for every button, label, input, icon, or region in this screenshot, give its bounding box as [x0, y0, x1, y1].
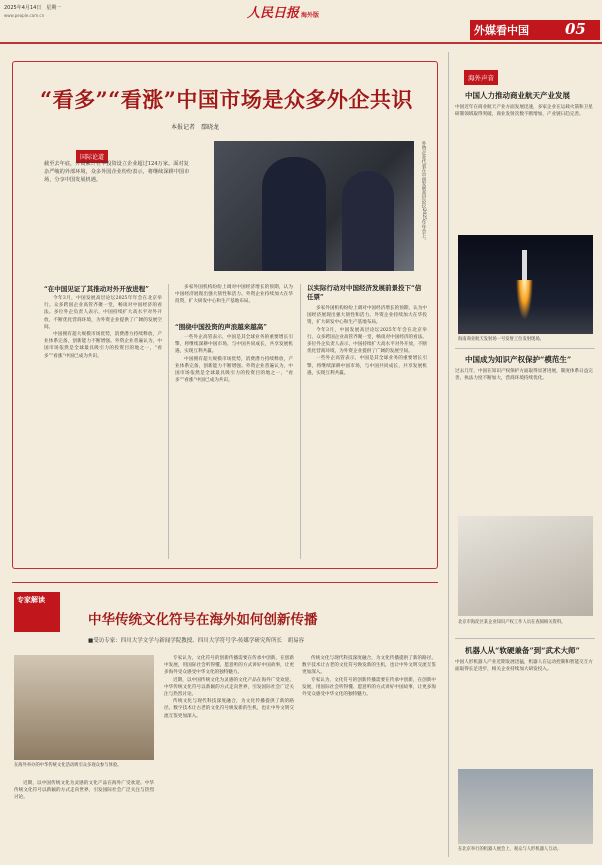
- subhead-3: 以实际行动对中国经济发展前景投下“信任票”: [307, 284, 422, 301]
- bottom-photo-caption: 在海外举办的中华传统文化活动吸引众多观众参与体验。: [14, 763, 122, 768]
- bottom-headline: 中华传统文化符号在海外如何创新传播: [88, 612, 318, 628]
- main-headline: “看多”“看涨”中国市场是众多外企共识: [40, 87, 413, 112]
- robot-photo: [458, 769, 593, 844]
- main-body-col-1: 今年3月，中国发展高层论坛2025年年会在北京举行。众多跨国企业高管齐聚一堂，畅谈对中国经济的看法。多位外企负责人表示，中国持续扩大高水平对外开放，不断优化营商环境，为外资企业提供了广阔的发展空间。 中国拥有超大规模市场优势，消费潜力持续释放，产业体系完备，创新能力不断增强。外资企业普遍认为，中国市场依然是全球最具吸引力的投资目的地之一，“看多”“看涨”中国已成为共识。: [44, 296, 162, 359]
- main-photo: [214, 141, 414, 271]
- subhead-2: “围绕中国投资的声浪越来越高”: [175, 323, 267, 331]
- rocket-flame: [516, 280, 533, 320]
- subhead-1: “在中国见证了其推动对外开放进程”: [44, 285, 149, 293]
- ip-office-photo: [458, 516, 593, 616]
- page-header: [0, 0, 602, 44]
- right-item3-title: 机器人从“软硬兼备”到“武术大师”: [465, 646, 580, 655]
- right-item1-title: 中国人力推动商业航天产业发展: [465, 91, 570, 100]
- bottom-body-col-3: 传统文化与现代科技深度融合，为文化传播提供了新的路径。数字技术让古老的文化符号焕发新的生机，也让中外文明交流互鉴更加深入。 专家认为，文化符号的创新传播需要在传承中创新，在创新中发展，用国际社会听得懂、愿意听的方式讲好中国故事，让更多海外受众感受中华文化的独特魅力。: [302, 656, 436, 698]
- bottom-subtitle: ■受访专家：四川大学文学与新闻学院教授、四川大学符号学-传媒学研究所所长 胡易容: [88, 638, 305, 644]
- issue-date: 2025年4月14日 星期一: [4, 5, 62, 11]
- right-item2-title: 中国成为知识产权保护“模范生”: [465, 355, 572, 364]
- right-item2-caption: 北京市海淀区某企业知识产权工作人员在查阅相关资料。: [458, 620, 566, 625]
- section-rule: [455, 348, 595, 349]
- page-number: 05: [565, 20, 586, 38]
- main-lead: 截至去年底，外商累计在华投资设立企业超过124万家。面对复杂严峻的外部环境，众多外国企业纷纷表示，将继续深耕中国市场，分享中国发展机遇。: [44, 161, 190, 183]
- main-byline: 本报记者 鄢晓龙: [171, 124, 220, 131]
- right-tag: 海外声音: [464, 70, 498, 85]
- bottom-body-col-2: 专家认为，文化符号的创新传播需要在传承中创新，在创新中发展，用国际社会听得懂、愿意听的方式讲好中国故事，让更多海外受众感受中华文化的独特魅力。 近期，以中国传统文化为灵感的文化产品在海外广受欢迎。中华传统文化符号以新颖的方式走向世界，引发国际社会广泛关注与热烈讨论。 传统文化与现代科技深度融合，为文化传播提供了新的路径。数字技术让古老的文化符号焕发新的生机，也让中外文明交流互鉴更加深入。: [164, 656, 294, 719]
- column-rule: [168, 284, 169, 559]
- right-item2-body: 过去几年，中国在知识产权保护方面取得显著进展，制度体系日益完善，执法力度不断加大，营商环境持续优化。: [455, 369, 593, 382]
- person-figure: [342, 171, 394, 271]
- person-figure: [262, 157, 326, 271]
- main-body-col-2b: 一些外企高管表示，中国是其全球业务的重要增长引擎，将继续深耕中国市场，与中国共同成长，共享发展机遇，实现互利共赢。 中国拥有超大规模市场优势，消费潜力持续释放，产业体系完备，创新能力不断增强。外资企业普遍认为，中国市场依然是全球最具吸引力的投资目的地之一，“看多”“看涨”中国已成为共识。: [175, 335, 293, 384]
- rocket-icon: [522, 250, 527, 280]
- right-item3-caption: 在北京举行的机器人展会上，观众与人形机器人互动。: [458, 847, 562, 852]
- main-body-col-2a: 多家外国机构纷纷上调对中国经济增长的预期，认为中国经济展现出强大韧性和活力。外资企业持续加大在华投资，扩大研发中心和生产基地布局。: [175, 285, 293, 305]
- page-column-divider: [448, 52, 449, 857]
- main-photo-caption: 外资企业代表在中国发展高层论坛2025年年会上。: [421, 141, 426, 243]
- right-item3-body: 中国人形机器人产业近期发展迅猛，机器人在运动控制和智能交互方面取得长足进步，相关企业持续加大研发投入。: [455, 660, 593, 673]
- main-body-col-3: 多家外国机构纷纷上调对中国经济增长的预期，认为中国经济展现出强大韧性和活力。外资企业持续加大在华投资，扩大研发中心和生产基地布局。 今年3月，中国发展高层论坛2025年年会在北京举行。众多跨国企业高管齐聚一堂，畅谈对中国经济的看法。多位外企负责人表示，中国持续扩大高水平对外开放，不断优化营商环境，为外资企业提供了广阔的发展空间。 一些外企高管表示，中国是其全球业务的重要增长引擎，将继续深耕中国市场，与中国共同成长，共享发展机遇，实现互利共赢。: [307, 306, 427, 376]
- right-item1-caption: 海南商业航天发射场一号发射工位发射现场。: [458, 337, 544, 342]
- masthead-logo: 人民日报 海外版: [247, 6, 320, 21]
- section-rule: [455, 638, 595, 639]
- culture-photo: [14, 655, 154, 760]
- right-item1-body: 中国近年在商业航天产业方面发展迅速，多家企业在运载火箭和卫星研制领域取得突破，商业发射次数不断增加，产业链日趋完善。: [455, 105, 593, 118]
- website[interactable]: www.people.com.cn: [4, 13, 45, 18]
- section-title: 外媒看中国: [474, 24, 529, 37]
- main-tag: 国际论道: [76, 150, 108, 163]
- column-rule: [300, 284, 301, 559]
- bottom-body-col-1: 近期，以中国传统文化为灵感的文化产品在海外广受欢迎。中华传统文化符号以新颖的方式走向世界，引发国际社会广泛关注与热烈讨论。: [14, 781, 154, 801]
- section-rule: [12, 582, 438, 583]
- bottom-badge: 专家解读: [14, 592, 60, 632]
